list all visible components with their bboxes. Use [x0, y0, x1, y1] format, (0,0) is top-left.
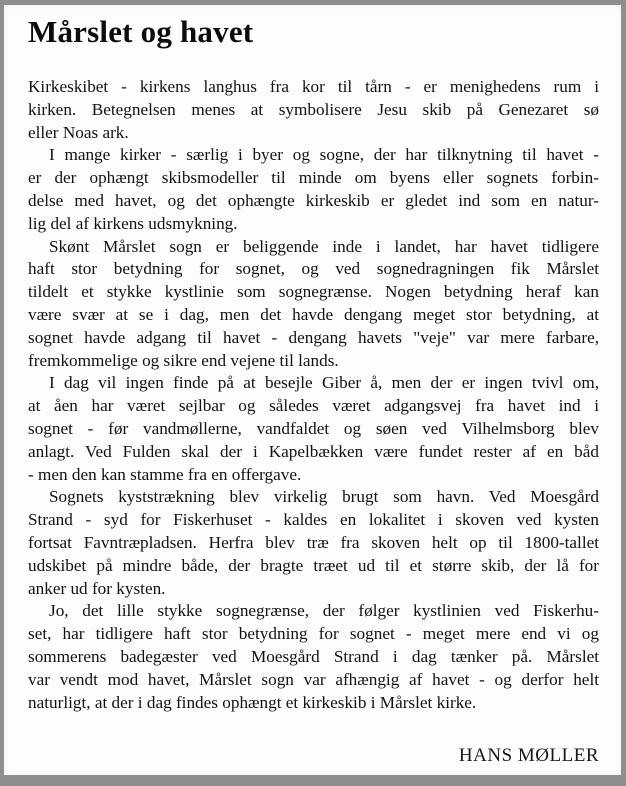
text-line: sognet - før vandmøllerne, vandfaldet og søen ved Vilhelmsborg blev [28, 419, 599, 439]
paragraph [28, 372, 599, 486]
paragraph [28, 600, 599, 714]
text-line: var vendt mod havet, Mårslet sogn var afhængig af havet - og derfor helt [28, 669, 599, 689]
document-page [4, 5, 621, 775]
text-line: sommerens badegæster ved Moesgård Strand i dag tænker på. Mårslet [28, 647, 599, 667]
text-line: set, har tidligere haft stor betydning for sognet - meget mere end vi og [28, 624, 599, 644]
author-signature: HANS MØLLER [458, 745, 599, 767]
article-body [28, 76, 599, 714]
text-line: Sognets kyststrækning blev virkelig brugt som havn. Ved Moesgård [49, 487, 599, 507]
text-line: anlagt. Ved Fulden skal der i Kapelbækken være fundet rester af en båd [28, 441, 599, 461]
text-line: Kirkeskibet - kirkens langhus fra kor til tårn - er menighedens rum i [28, 77, 599, 97]
text-line: eller Noas ark. [28, 122, 129, 142]
text-line: kirken. Betegnelsen menes at symbolisere Jesu skib på Genezaret sø [28, 99, 599, 119]
text-line: sognet havde adgang til havet - dengang havets "veje" var mere farbare, [28, 327, 599, 347]
paragraph [28, 236, 599, 373]
text-line: Skønt Mårslet sogn er beliggende inde i landet, har havet tidligere [49, 236, 599, 256]
text-line: - men den kan stamme fra en offergave. [28, 464, 302, 484]
paragraph [28, 486, 599, 600]
text-line: I dag vil ingen finde på at besejle Giber å, men der er ingen tvivl om, [49, 373, 599, 393]
paragraph [28, 76, 599, 144]
text-line: lig del af kirkens udsmykning. [28, 213, 238, 233]
text-line: I mange kirker - særlig i byer og sogne, der har tilknytning til havet - [49, 145, 599, 165]
text-line: være svær at se i dag, men det havde dengang meget stor betydning, at [28, 305, 599, 325]
paragraph [28, 144, 599, 235]
text-line: tildelt et stykke kystlinie som sognegrænse. Nogen betydning heraf kan [28, 282, 599, 302]
text-line: fremkommelige og sikre end vejene til lands. [28, 350, 339, 370]
text-line: Strand - syd for Fiskerhuset - kaldes en lokalitet i skoven ved kysten [28, 510, 599, 530]
text-line: naturligt, at der i dag findes ophængt et kirkeskib i Mårslet kirke. [28, 692, 477, 712]
text-line: at åen har været sejlbar og således været adgangsvej fra havet ind i [28, 396, 599, 416]
text-line: er der ophængt skibsmodeller til minde om byens eller sognets forbin- [28, 168, 599, 188]
text-line: anker ud for kysten. [28, 578, 166, 598]
article-title: Mårslet og havet [28, 14, 254, 49]
text-line: haft stor betydning for sognet, og ved sognedragningen fik Mårslet [28, 259, 599, 279]
text-line: udskibet på mindre både, der bragte træet ud til et større skib, der lå for [28, 555, 599, 575]
text-line: Jo, det lille stykke sognegrænse, der følger kystlinien ved Fiskerhu- [49, 601, 599, 621]
text-line: fortsat Favntræpladsen. Herfra blev træ fra skoven helt op til 1800-tallet [28, 533, 599, 553]
text-line: delse med havet, og det ophængte kirkeskib er gledet ind som en natur- [28, 191, 599, 211]
